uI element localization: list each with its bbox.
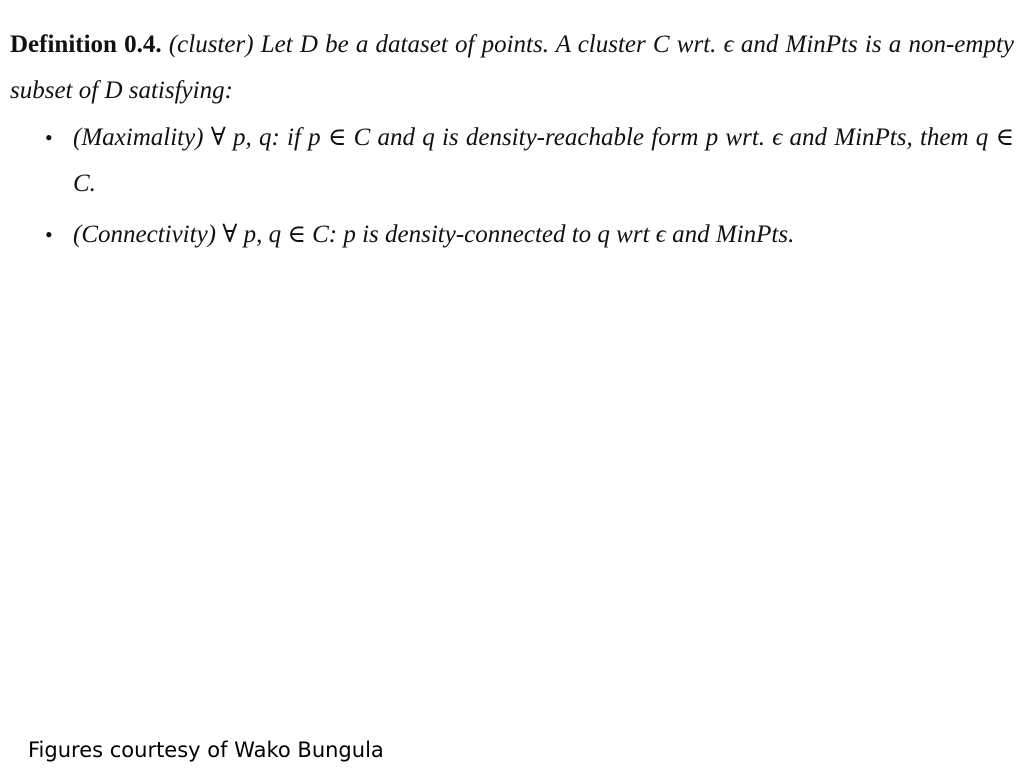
bullet-icon: • bbox=[45, 125, 53, 150]
condition-text: (Connectivity) ∀ p, q ∈ C: p is density-connected to q wrt ϵ and MinPts. bbox=[73, 221, 795, 248]
condition-text: (Maximality) ∀ p, q: if p ∈ C and q is density-reachable form p wrt. ϵ and MinPts, them q ∈ C. bbox=[73, 124, 1014, 197]
bullet-icon: • bbox=[45, 222, 53, 247]
condition-maximality bbox=[0, 115, 1024, 207]
figures-credit: Figures courtesy of Wako Bungula bbox=[28, 738, 384, 762]
definition-heading: Definition 0.4. bbox=[10, 31, 162, 58]
condition-connectivity bbox=[0, 212, 1024, 258]
definition-paragraph bbox=[10, 22, 1014, 114]
cluster-conditions-list bbox=[0, 115, 1024, 263]
definition-body: (cluster) Let D be a dataset of points. A cluster C wrt. ϵ and MinPts is a non-empty subset of D satisfying: bbox=[10, 31, 1014, 104]
